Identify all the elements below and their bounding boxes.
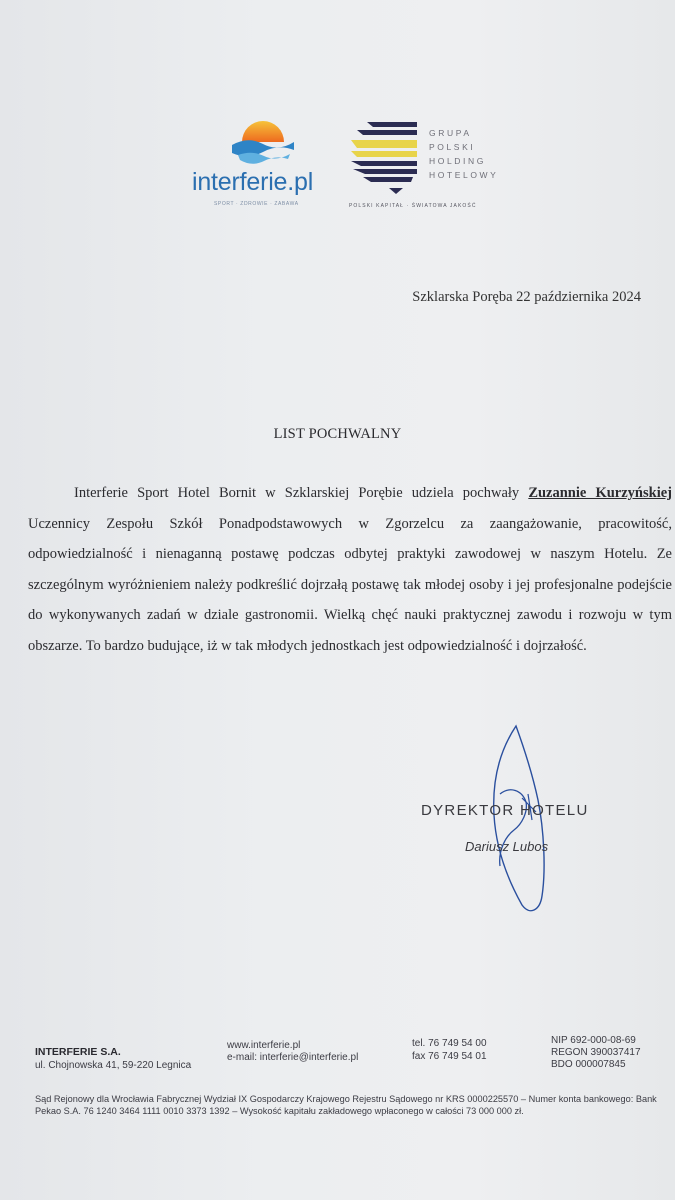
- recipient-name: Zuzannie Kurzyńskiej: [528, 485, 672, 501]
- letter-title: LIST POCHWALNY: [273, 426, 402, 442]
- footer-bdo: BDO 000007845: [551, 1059, 626, 1070]
- signature-title: DYREKTOR HOTELU: [421, 802, 589, 819]
- letter-date: Szklarska Poręba 22 października 2024: [412, 289, 641, 305]
- holding-word-1: GRUPA: [429, 128, 472, 138]
- footer-nip: NIP 692-000-08-69: [551, 1035, 636, 1046]
- footer-address: ul. Chojnowska 41, 59-220 Legnica: [35, 1060, 192, 1071]
- footer-regon: REGON 390037417: [551, 1047, 641, 1058]
- letter-body-text: Uczennicy Zespołu Szkół Ponadpodstawowych w Zgorzelcu za zaangażowanie, pracowitość, odpowiedzialność i nienaganną postawę podczas odbytej praktyki zawodowej w naszym Hotelu. Ze szczególnym wyróżnieniem należy podkreślić dojrzałą postawę tak młodej osoby i jej profesjonalne podejście do wykonywanych zadań w dziale gastronomii. Wielką chęć nauki praktycznej zawodu i rozwoju w tym obszarze. To bardzo budujące, iż w tak młodych jednostkach jest odpowiedzialność i dojrzałość.: [28, 515, 672, 654]
- holding-motto: POLSKI KAPITAŁ · ŚWIATOWA JAKOŚĆ: [349, 203, 477, 209]
- holding-word-4: HOTELOWY: [429, 170, 499, 180]
- footer-fax: fax 76 749 54 01: [412, 1051, 487, 1062]
- holding-stripes-icon: [347, 116, 421, 196]
- footer-legal-info: Sąd Rejonowy dla Wrocławia Fabrycznej Wydział IX Gospodarczy Krajowego Rejestru Sądowego nr KRS 0000225570 – Numer konta bankowego: Bank Pekao S.A. 76 1240 3464 1111 0010 3373 1392 – Wysokość kapitału zakładowego wpłaconego w całości 73 000 000 zł.: [35, 1094, 657, 1116]
- interferie-tagline: SPORT · ZDROWIE · ZABAWA: [214, 201, 299, 207]
- holding-logo: [345, 112, 515, 217]
- footer-phone: tel. 76 749 54 00: [412, 1038, 487, 1049]
- holding-word-3: HOLDING: [429, 156, 486, 166]
- footer-email: e-mail: interferie@interferie.pl: [227, 1052, 359, 1063]
- footer-website: www.interferie.pl: [227, 1040, 301, 1051]
- holding-word-2: POLSKI: [429, 142, 476, 152]
- sun-wave-icon: [230, 112, 296, 164]
- interferie-brand-name: interferie.pl: [192, 168, 314, 196]
- footer-company: INTERFERIE S.A.: [35, 1046, 121, 1058]
- holding-name: [429, 126, 498, 182]
- letter-intro: Interferie Sport Hotel Bornit w Szklarskiej Porębie udziela pochwały: [74, 485, 520, 501]
- interferie-logo: [190, 112, 330, 212]
- signatory-name: Dariusz Lubos: [465, 839, 549, 854]
- handwritten-signature: [470, 720, 560, 920]
- letter-body: [28, 478, 672, 661]
